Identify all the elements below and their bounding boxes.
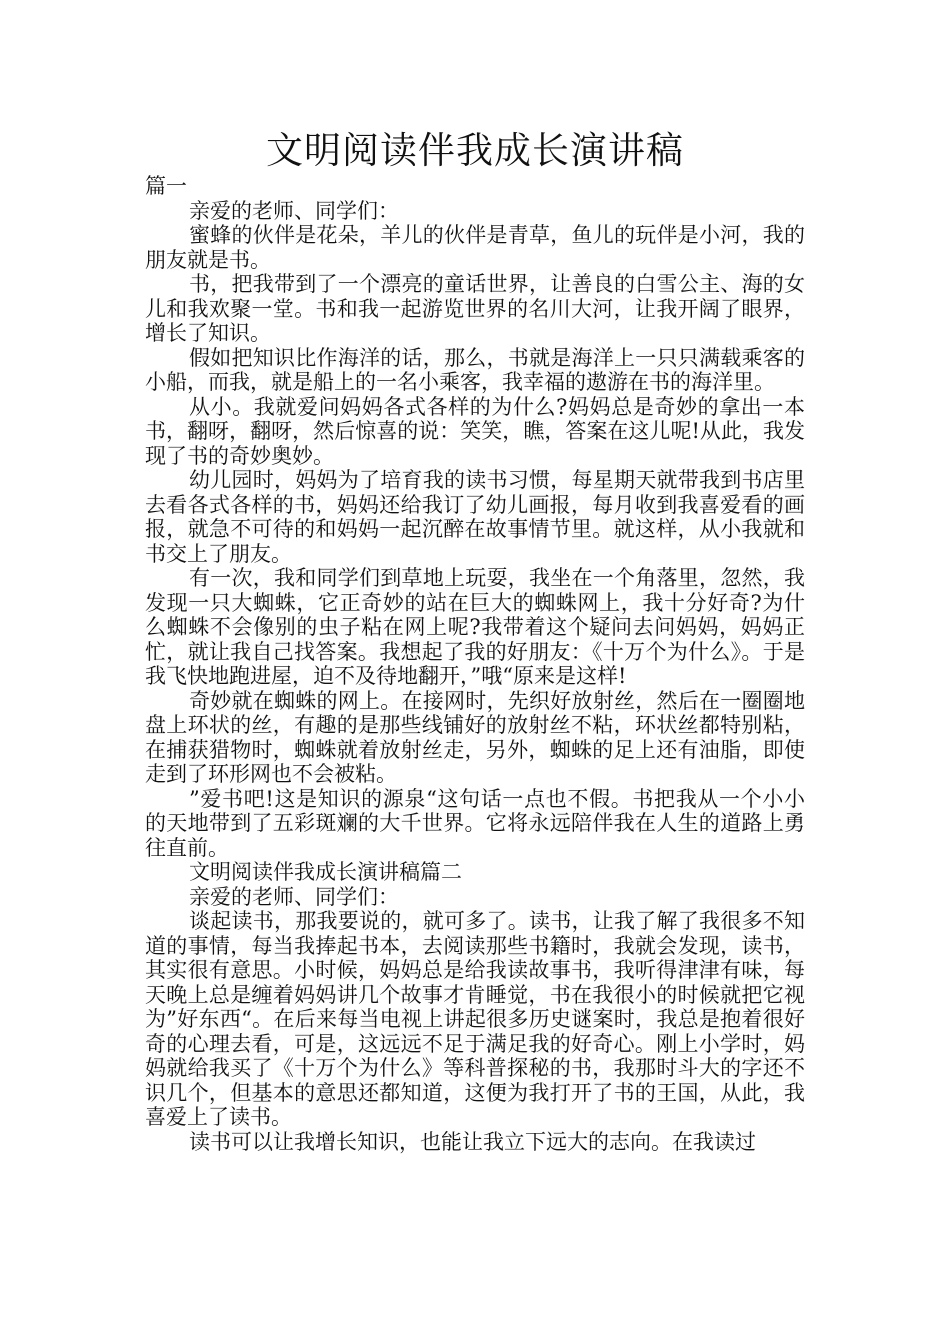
paragraph: 假如把知识比作海洋的话，那么，书就是海洋上一只只满载乘客的小船，而我，就是船上的一名小乘客，我幸福的遨游在书的海洋里。 <box>145 345 805 394</box>
paragraph: 幼儿园时，妈妈为了培育我的读书习惯，每星期天就带我到书店里去看各式各样的书，妈妈还给我订了幼儿画报，每月收到我喜爱看的画报，就急不可待的和妈妈一起沉醉在故事情节里。就这样，从小我就和书交上了朋友。 <box>145 468 805 566</box>
paragraph: ”爱书吧!这是知识的源泉“这句话一点也不假。书把我从一个小小的天地带到了五彩斑斓的大千世界。它将永远陪伴我在人生的道路上勇往直前。 <box>145 786 805 860</box>
paragraph: 蜜蜂的伙伴是花朵，羊儿的伙伴是青草，鱼儿的玩伴是小河，我的朋友就是书。 <box>145 223 805 272</box>
section-label: 篇一 <box>145 174 187 198</box>
paragraph: 从小。我就爱问妈妈各式各样的为什么?妈妈总是奇妙的拿出一本书，翻呀，翻呀，然后惊喜的说：笑笑，瞧，答案在这儿呢!从此，我发现了书的奇妙奥妙。 <box>145 394 805 468</box>
paragraph: 读书可以让我增长知识，也能让我立下远大的志向。在我读过 <box>189 1129 756 1154</box>
document-body <box>145 174 805 1154</box>
paragraph: 奇妙就在蜘蛛的网上。在接网时，先织好放射丝，然后在一圈圈地盘上环状的丝，有趣的是那些线铺好的放射丝不粘，环状丝都特别粘，在捕获猎物时，蜘蛛就着放射丝走，另外，蜘蛛的足上还有油脂，即使走到了环形网也不会被粘。 <box>145 688 805 786</box>
salutation: 亲爱的老师、同学们： <box>189 884 399 909</box>
document-title: 文明阅读伴我成长演讲稿 <box>266 129 684 172</box>
paragraph: 谈起读书，那我要说的，就可多了。读书，让我了解了我很多不知道的事情，每当我捧起书本，去阅读那些书籍时，我就会发现，读书，其实很有意思。小时候，妈妈总是给我读故事书，我听得津津有味，每天晚上总是缠着妈妈讲几个故事才肯睡觉，书在我很小的时候就把它视为”好东西“。在后来每当电视上讲起很多历史谜案时，我总是抱着很好奇的心理去看，可是，这远远不足于满足我的好奇心。刚上小学时，妈妈就给我买了《十万个为什么》等科普探秘的书，我那时斗大的字还不识几个，但基本的意思还都知道，这便为我打开了书的王国，从此，我喜爱上了读书。 <box>145 909 805 1129</box>
salutation: 亲爱的老师、同学们： <box>189 198 399 223</box>
paragraph: 书，把我带到了一个漂亮的童话世界，让善良的白雪公主、海的女儿和我欢聚一堂。书和我一起游览世界的名川大河，让我开阔了眼界，增长了知识。 <box>145 272 805 345</box>
paragraph: 有一次，我和同学们到草地上玩耍，我坐在一个角落里，忽然，我发现一只大蜘蛛，它正奇妙的站在巨大的蜘蛛网上，我十分好奇?为什么蜘蛛不会像别的虫子粘在网上呢?我带着这个疑问去问妈妈，妈妈正忙，就让我自己找答案。我想起了我的好朋友：《十万个为什么》。于是我飞快地跑进屋，迫不及待地翻开，”哦“原来是这样! <box>145 566 805 688</box>
section-heading: 文明阅读伴我成长演讲稿篇二 <box>189 860 462 884</box>
